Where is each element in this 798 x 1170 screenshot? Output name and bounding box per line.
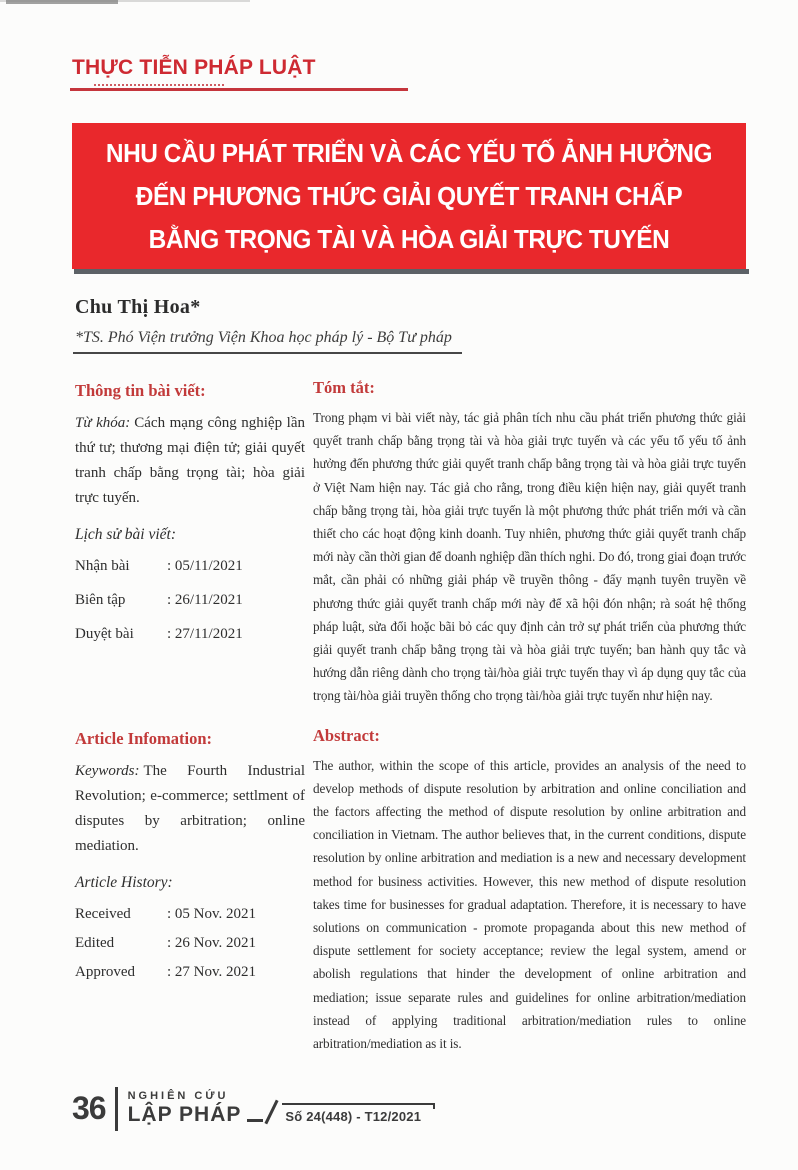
history-row-value: : 05 Nov. 2021 [167,905,257,922]
history-row-label: Received [75,905,131,922]
abstract-en [313,726,746,1056]
history-vi-label: Lịch sử bài viết: [75,526,177,543]
issue-number: Số 24(448) - T12/2021 [285,1109,422,1124]
abstract-vi-heading: Tóm tắt: [313,378,375,397]
keywords-vi-label: Từ khóa: [75,415,131,431]
keywords-en-text: The Fourth Industrial Revolution; e-commerce; settlment of disputes by arbitration; online mediation. [75,762,305,854]
journal-logo [128,1085,242,1131]
issue-group [245,1085,435,1131]
history-row [75,902,305,927]
scan-artifact-faint [0,0,250,2]
author-affiliation: *TS. Phó Viện trưởng Viện Khoa học pháp lý - Bộ Tư pháp [73,329,462,354]
article-title-line: NHU CẦU PHÁT TRIỂN VÀ CÁC YẾU TỐ ẢNH HƯỞNG [105,138,713,168]
history-row [75,931,305,956]
history-row-label: Duyệt bài [75,626,134,642]
page-number: 36 [72,1090,106,1126]
article-title-line: ĐẾN PHƯƠNG THỨC GIẢI QUYẾT TRANH CHẤP [135,181,683,211]
page-footer [72,1085,435,1131]
author-name: Chu Thị Hoa* [75,296,201,318]
history-row-label: Approved [75,963,135,980]
history-row-value: : 27 Nov. 2021 [167,963,257,980]
footer-divider [115,1087,118,1131]
history-en-label: Article History: [75,873,173,891]
history-row-label: Nhận bài [75,558,130,574]
abstract-vi-body: Trong phạm vi bài viết này, tác giả phân tích nhu cầu phát triển phương thức giải quyết tranh chấp bằng trọng tài và hòa giải trực tuyến và các yếu tố yếu tố ảnh hưởng đến phương thức giải quyết tranh chấp bằng trọng tài và hòa giải trực tuyến ở Việt Nam hiện nay. Tác giả cho rằng, trong điều kiện hiện nay, giải quyết tranh chấp bằng trọng tài, hòa giải trực tuyến là một phương thức phát triển mới và cần thiết cho các hoạt động kinh doanh. Tuy nhiên, phương thức giải quyết tranh chấp mới này cần thời gian để doanh nghiệp dần thích nghi. Do đó, trong giai đoạn trước mắt, cần phải có những giải pháp về truyền thông - đẩy mạnh tuyên truyền về phương thức giải quyết tranh chấp mới này để xã hội đón nhận; rà soát hệ thống pháp luật, sửa đổi hoặc bãi bỏ các quy định cản trở sự phát triển của phương thức giải quyết tranh chấp bằng trọng tài và hòa giải trực tuyến; ban hành quy tắc và hướng dẫn riêng dành cho trọng tài/hòa giải trực tuyến thay vì áp dụng quy tắc của trọng tài/hòa giải truyền thống cho trọng tài/hòa giải trực tuyến như hiện nay. [313,410,746,704]
journal-name-top: NGHIÊN CỨU [127,1089,229,1102]
history-row [75,554,305,579]
article-info-en-heading: Article Infomation: [75,728,213,748]
keywords-vi [75,411,305,511]
history-row-value: : 26/11/2021 [167,592,243,608]
category-dotted-rule [94,84,224,86]
history-row-label: Edited [75,934,115,951]
history-row-label: Biên tập [75,592,126,608]
content-grid [75,378,746,1055]
article-info-vi [75,378,305,708]
history-row [75,960,305,985]
history-row [75,588,305,613]
section-category: THỰC TIỄN PHÁP LUẬT [72,56,316,79]
history-row [75,622,305,647]
article-info-en [75,726,305,1056]
article-info-vi-heading: Thông tin bài viết: [75,381,206,400]
history-row-value: : 27/11/2021 [167,626,243,642]
journal-name-main: LẬP PHÁP [127,1102,242,1126]
keywords-vi-text: Cách mạng công nghiệp lần thứ tư; thương mại điện tử; giải quyết tranh chấp bằng trọng tài; hòa giải trực tuyến. [75,415,305,506]
article-title-banner [72,123,746,269]
abstract-vi [313,378,746,708]
article-title-line: BẰNG TRỌNG TÀI VÀ HÒA GIẢI TRỰC TUYẾN [148,224,670,254]
issue-box [282,1103,435,1124]
abstract-en-heading: Abstract: [313,725,380,745]
abstract-en-body: The author, within the scope of this article, provides an analysis of the need to develop methods of dispute resolution by arbitration and online conciliation and the factors affecting the method of dispute resolution by online arbitration and conciliation in Vietnam. The author believes that, in the current conditions, dispute resolution by online arbitration and mediation is a new and necessary development method for business activities. However, this new method of dispute resolution takes time for businesses for gradual adaptation. Therefore, it is necessary to have solutions on communication - promote propaganda about this new method of dispute settlement for society acceptance; review the legal system, amend or abolish regulations that hinder the development of online arbitration and mediation; issue separate rules and guidelines for online arbitration/mediation instead of applying traditional arbitration/mediation rules to online arbitration/mediation as it is. [313,757,746,1052]
history-row-value: : 26 Nov. 2021 [167,934,257,951]
logo-underscore-mark [247,1119,263,1122]
logo-slash-mark [265,1100,279,1125]
keywords-en [75,759,305,859]
category-rule [70,88,408,91]
keywords-en-label: Keywords: [75,762,140,779]
history-row-value: : 05/11/2021 [167,558,243,574]
